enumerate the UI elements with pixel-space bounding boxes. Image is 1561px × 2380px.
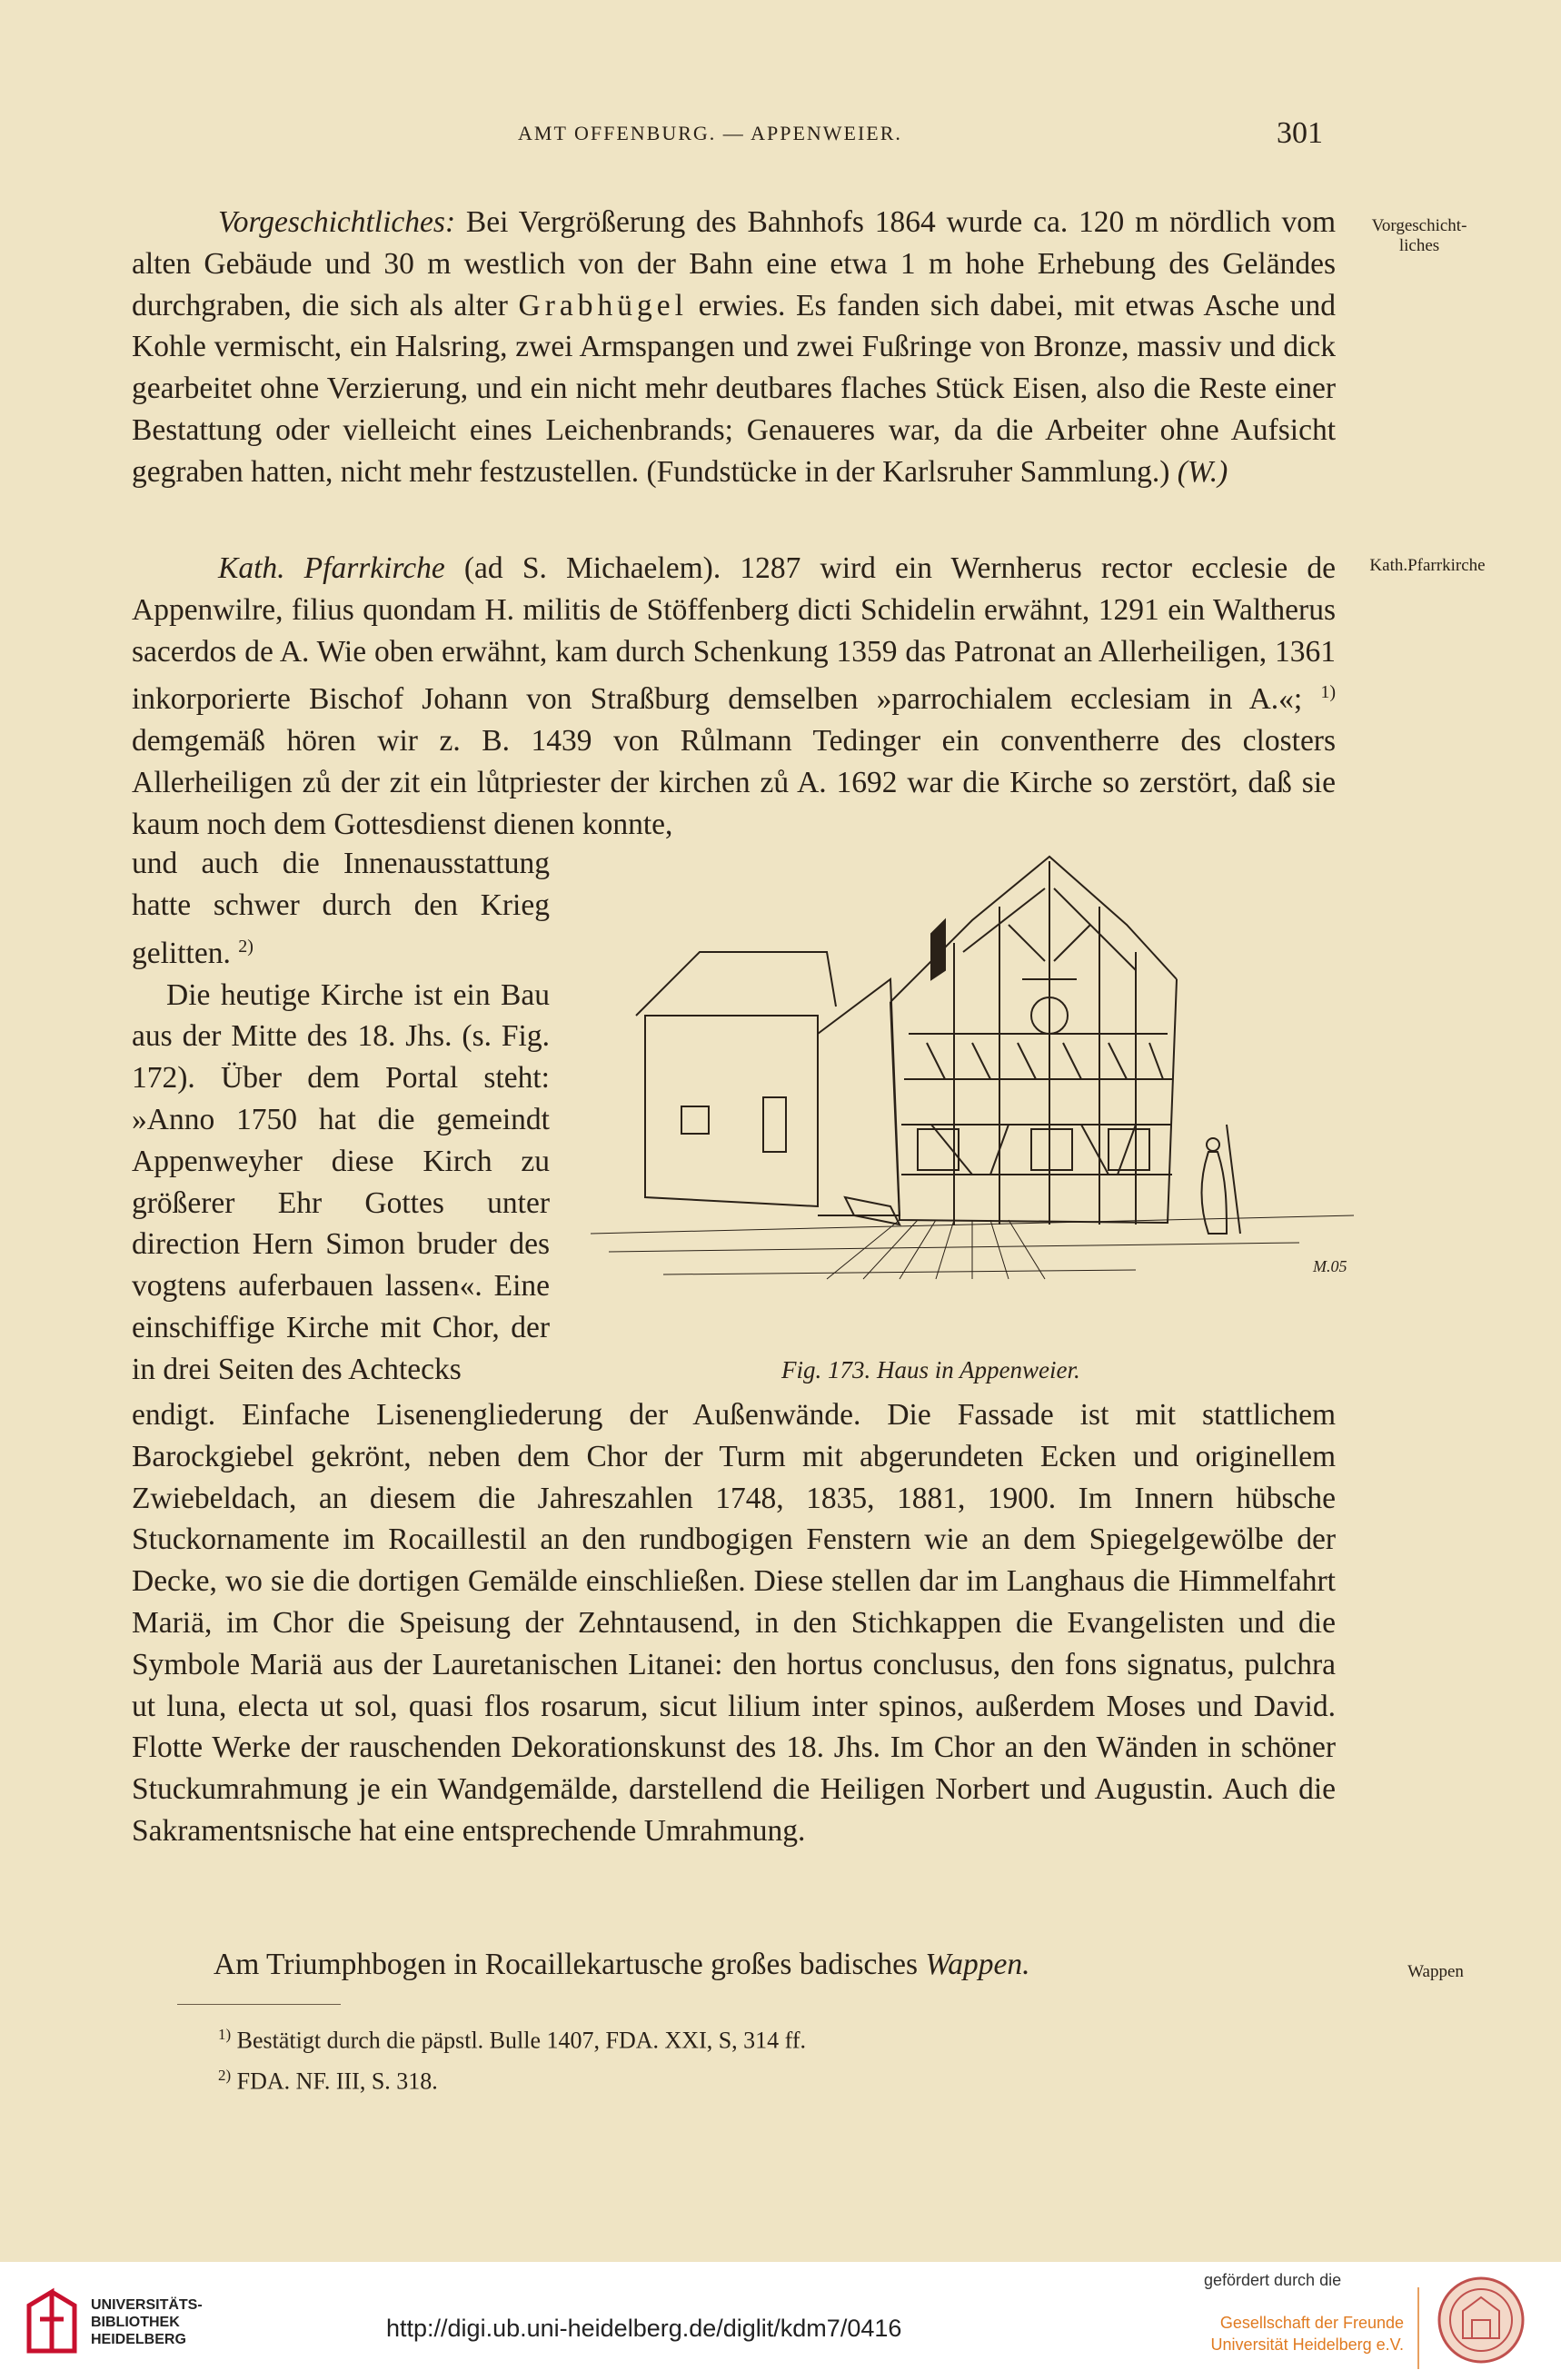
running-title: AMT OFFENBURG. — APPENWEIER. xyxy=(518,122,902,144)
footnote-1 xyxy=(218,2019,806,2057)
page-number: 301 xyxy=(1277,116,1323,150)
spaced-term: Grabhügel xyxy=(518,288,688,322)
paragraph-text: Am Triumphbogen in Rocaillekartusche großes badisches xyxy=(214,1948,926,1981)
paragraph-wappen xyxy=(132,1944,1336,1986)
author-initial: (W.) xyxy=(1177,454,1228,489)
footnote-2 xyxy=(218,2060,438,2097)
funded-by-label: gefördert durch die xyxy=(1204,2271,1342,2289)
footnote-rule xyxy=(177,2004,341,2005)
house-drawing xyxy=(572,852,1372,1302)
section-heading: Vorgeschichtliches: xyxy=(218,205,456,239)
paragraph-pfarrkirche xyxy=(132,548,1336,846)
footnote-mark: 2) xyxy=(218,2067,232,2084)
paragraph-text: Bei Vergrößerung des Bahnhofs 1864 wurde ca. 120 m nördlich vom alten Gebäude und 30 m westlich von der Bahn eine etwa 1 m hohe Erhebung des Geländes durchgraben, die sich als alter xyxy=(132,205,1336,322)
footnote-text: FDA. NF. III, S. 318. xyxy=(236,2068,438,2095)
paragraph-church-description xyxy=(132,1394,1336,1852)
sponsor-name: Gesellschaft der Freunde Universität Heidelberg e.V. xyxy=(1210,2314,1404,2354)
paragraph-text: und auch die Innenausstattung hatte schwer durch den Krieg gelitten. xyxy=(132,847,550,970)
figure-caption: Fig. 173. Haus in Appenweier. xyxy=(781,1356,1080,1383)
figure-house-illustration xyxy=(572,852,1372,1302)
footnote-text: Bestätigt durch die päpstl. Bulle 1407, FDA. XXI, S, 314 ff. xyxy=(236,2027,807,2054)
footer-divider xyxy=(1417,2287,1419,2369)
footnote-mark: 1) xyxy=(218,2026,232,2043)
library-name: UNIVERSITÄTS- BIBLIOTHEK HEIDELBERG xyxy=(91,2297,203,2347)
footer-bar xyxy=(0,2262,1561,2380)
university-seal-icon xyxy=(1436,2275,1526,2365)
paragraph-vorgeschichtliches xyxy=(132,202,1336,493)
margin-note-wappen: Wappen xyxy=(1407,1962,1464,1981)
footnote-ref: 2) xyxy=(238,936,254,957)
paragraph-text: (ad S. Michaelem). 1287 wird ein Wernherus rector ecclesie de Appenwilre, filius quondam H. militis de Stöffenberg dicti Schidelin erwähnt, 1291 ein Waltherus sacerdos de A. Wie oben erwähnt, kam durch Schenkung 1359 das Patronat an Allerheiligen, 1361 inkorporierte Bischof Johann von Straßburg demselben »parrochialem ecclesiam in A.«; xyxy=(132,551,1336,717)
margin-note-vorgeschichtliches: Vorgeschicht- liches xyxy=(1371,216,1467,255)
paragraph-text: erwies. Es fanden sich dabei, mit etwas Asche und Kohle vermischt, ein Halsring, zwei Armspangen und zwei Fußringe von Bronze, massiv und dick gearbeitet ohne Verzierung, und ein nicht mehr deutbares flaches Stück Eisen, also die Reste einer Bestattung oder vielleicht eines Leichenbrands; Genaueres war, da die Arbeiter ohne Aufsicht gegraben hatten, nicht mehr festzustellen. (Fundstücke in der Karlsruher Sammlung.) xyxy=(132,288,1336,489)
paragraph-text: endigt. Einfache Lisenengliederung der Außenwände. Die Fassade ist mit stattlichem Barockgiebel gekrönt, neben dem Chor der Turm mit abgerundeten Ecken und originellem Zwiebeldach, an diesem die Jahreszahlen 1748, 1835, 1881, 1900. Im Innern hübsche Stuckornamente im Rocaillestil an den rundbogigen Fenstern wie an dem Spiegelgewölbe der Decke, wo sie die dortigen Gemälde einschließen. Diese stellen dar im Langhaus die Himmelfahrt Mariä, im Chor die Speisung der Zehntausend, in den Stichkappen die Evangelisten und die Symbole Mariä aus der Lauretanischen Litanei: den hortus conclusus, den fons signatus, pulchra ut luna, electa ut sol, quasi flos rosarum, sicut lilium inter spinos, außerdem Moses und David. Flotte Werke der rauschenden Dekorationskunst des 18. Jhs. Im Chor an den Wänden in schöner Stuckumrahmung je ein Wandgemälde, darstellend die Heiligen Norbert und Augustin. Auch die Sakramentsnische hat eine entsprechende Umrahmung. xyxy=(132,1398,1336,1848)
paragraph-text: demgemäß hören wir z. B. 1439 von Růlmann Tedinger ein conventherre des closters Allerheiligen zů der zit ein lůtpriester der kirchen zů A. 1692 war die Kirche so zerstört, daß sie kaum noch dem Gottesdienst dienen konnte, xyxy=(132,724,1336,841)
running-header xyxy=(0,116,1561,153)
wappen-word: Wappen. xyxy=(925,1948,1030,1981)
paragraph-text: Die heutige Kirche ist ein Bau aus der Mitte des 18. Jhs. (s. Fig. 172). Über dem Portal steht: »Anno 1750 hat die gemeindt Appenweyher diese Kirch zu größerer Ehr Gottes unter direction Hern Simon bruder des vogtens auferbauen lassen«. Eine einschiffige Kirche mit Chor, der in drei Seiten des Achtecks xyxy=(132,977,550,1386)
paragraph-narrow xyxy=(132,843,550,1391)
margin-note-pfarrkirche: Kath.Pfarrkirche xyxy=(1369,556,1486,575)
drawing-signature: M.05 xyxy=(1313,1257,1347,1275)
footnote-ref: 1) xyxy=(1320,682,1336,703)
university-library-logo-icon xyxy=(20,2287,85,2358)
source-url-link[interactable]: http://digi.ub.uni-heidelberg.de/diglit/kdm7/0416 xyxy=(386,2315,902,2342)
section-heading: Kath. Pfarrkirche xyxy=(218,551,445,585)
